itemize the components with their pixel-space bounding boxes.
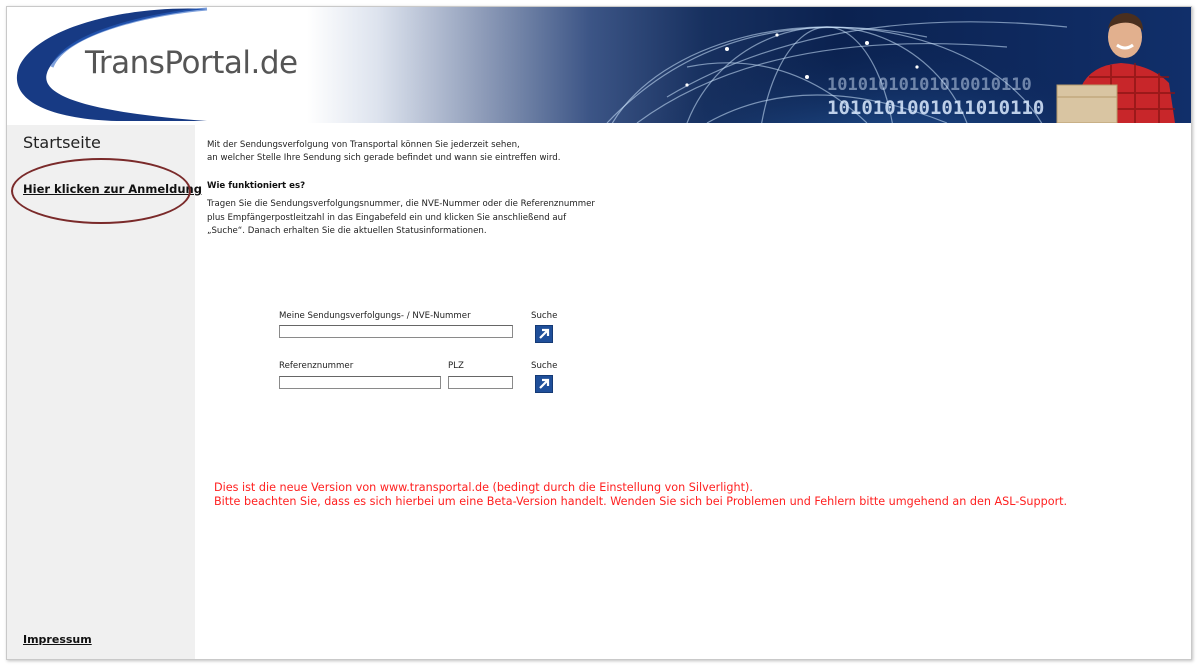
how-line: „Suche“. Danach erhalten Sie die aktuellen Statusinformationen. — [207, 226, 487, 236]
sidebar — [7, 125, 202, 659]
how-line: plus Empfängerpostleitzahl in das Eingabefeld ein und klicken Sie anschließend auf — [207, 212, 567, 223]
plz-label: PLZ — [448, 361, 464, 371]
notice-line: Dies ist die neue Version von www.transportal.de (bedingt durch die Einstellung von Silverlight). — [214, 481, 753, 494]
notice-line: Bitte beachten Sie, dass es sich hierbei um eine Beta-Version handelt. Wenden Sie sich bei Problemen und Fehlern bitte umgehend an den ASL-Support. — [214, 495, 1068, 508]
arrow-up-right-icon — [536, 376, 552, 392]
intro-line: an welcher Stelle Ihre Sendung sich gerade befindet und wann sie eintreffen wird. — [207, 153, 561, 163]
tracking-number-input[interactable] — [279, 325, 513, 338]
impressum-link[interactable]: Impressum — [23, 633, 92, 646]
beta-notice — [214, 481, 1067, 509]
reference-number-label: Referenznummer — [279, 361, 354, 371]
plz-input[interactable] — [448, 376, 513, 389]
logo-trans: Trans — [85, 45, 165, 81]
reference-number-input[interactable] — [279, 376, 441, 389]
page-frame — [6, 6, 1192, 660]
main-content — [195, 125, 1191, 659]
binary-text: 10101010101010010110 — [827, 75, 1032, 95]
logo — [85, 45, 298, 81]
tracking-number-label: Meine Sendungsverfolgungs- / NVE-Nummer — [279, 311, 471, 321]
intro-text — [207, 139, 560, 165]
search-label: Suche — [531, 311, 558, 321]
how-it-works-text — [207, 198, 647, 239]
login-link[interactable]: Hier klicken zur Anmeldung — [23, 182, 202, 196]
tracking-search-button[interactable] — [535, 325, 553, 343]
intro-line: Mit der Sendungsverfolgung von Transportal können Sie jederzeit sehen, — [207, 140, 520, 150]
how-it-works-heading: Wie funktioniert es? — [207, 181, 306, 191]
header-banner — [7, 7, 1191, 123]
person-with-box-image — [1051, 7, 1191, 123]
sidebar-title: Startseite — [23, 133, 101, 152]
binary-text: 1010101001011010110 — [827, 97, 1045, 119]
arrow-up-right-icon — [536, 326, 552, 342]
logo-domain: .de — [250, 45, 298, 81]
how-line: Tragen Sie die Sendungsverfolgungsnummer, die NVE-Nummer oder die Referenznummer — [207, 199, 595, 209]
search-label: Suche — [531, 361, 558, 371]
logo-portal: Portal — [164, 45, 251, 81]
reference-search-button[interactable] — [535, 375, 553, 393]
